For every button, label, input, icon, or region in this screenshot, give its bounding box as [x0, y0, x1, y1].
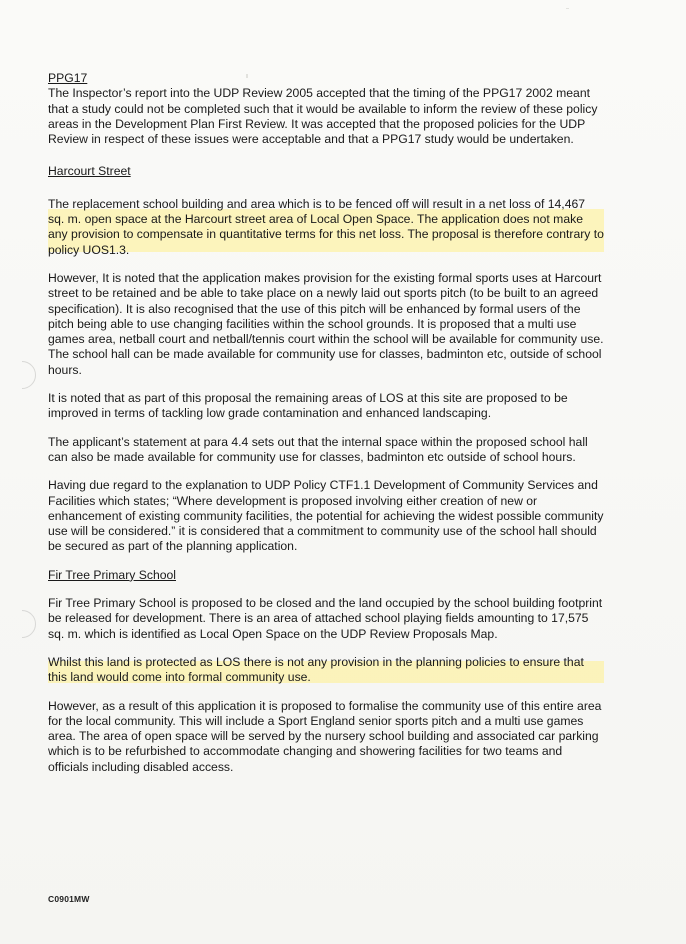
- paragraph-harcourt-applicant-statement: The applicant’s statement at para 4.4 sets out that the internal space within the proposed school hall can also be made available for community use for classes, badminton etc outside of school hours.: [48, 434, 588, 464]
- section-heading-ppg17: PPG17: [48, 71, 88, 85]
- paragraph-fir-tree-los-protection: Whilst this land is protected as LOS there is not any provision in the planning policies to ensure that this land would come into formal community use.: [48, 655, 604, 686]
- paragraph-harcourt-net-loss: The replacement school building and area which is to be fenced off will result in a net loss of 14,467 sq. m. open space at the Harcourt street area of Local Open Space. The application does not make any provision to compensate in quantitative terms for this net loss. The proposal is therefore contrary to policy UOS1.3.: [48, 196, 604, 257]
- section-heading-harcourt-street: Harcourt Street: [48, 164, 131, 179]
- punch-hole-mark: [8, 361, 36, 389]
- scan-speck: [566, 8, 569, 9]
- paragraph-harcourt-sports-provision: However, It is noted that the application makes provision for the existing formal sports uses at Harcourt street to be retained and be able to take place on a newly laid out sports pitch (to be built to an agreed specification). It is also recognised that the use of this pitch will be enhanced by formal users of the pitch being able to use changing facilities within the school grounds. It is proposed that a multi use games area, netball court and netball/tennis court within the school will be available for community use. The school hall can be made available for community use for classes, badminton etc, outside of school hours.: [48, 270, 604, 377]
- document-body: [48, 71, 604, 775]
- paragraph-harcourt-ctf-policy: Having due regard to the explanation to UDP Policy CTF1.1 Development of Community Services and Facilities which states; “Where development is proposed involving either creation of new or enhancement of existing community facilities, the potential for achieving the widest possible community use will be considered.” it is considered that a commitment to community use of the school hall should be secured as part of the planning application.: [48, 478, 604, 554]
- punch-hole-mark: [8, 610, 36, 638]
- paragraph-fir-tree-community-use: However, as a result of this application it is proposed to formalise the community use of this entire area for the local community. This will include a Sport England senior sports pitch and a multi use games area. The area of open space will be served by the nursery school building and associated car parking which is to be refurbished to accommodate changing and showering facilities for two teams and officials including disabled access.: [48, 698, 602, 774]
- paragraph-ppg17-inspector-report: The Inspector’s report into the UDP Review 2005 accepted that the timing of the PPG17 2002 meant that a study could not be completed such that it would be available to inform the review of these policy areas in the Development Plan First Review. It was accepted that the proposed policies for the UDP Review in respect of these issues were acceptable and that a PPG17 study would be undertaken.: [48, 86, 598, 147]
- section-heading-fir-tree-primary-school: Fir Tree Primary School: [48, 567, 176, 582]
- footer-document-code: C0901MW: [48, 894, 90, 904]
- paragraph-fir-tree-closure: Fir Tree Primary School is proposed to be closed and the land occupied by the school building footprint be released for development. There is an area of attached school playing fields amounting to 17,575 sq. m. which is identified as Local Open Space on the UDP Review Proposals Map.: [48, 596, 603, 641]
- paragraph-harcourt-los-improvement: It is noted that as part of this proposal the remaining areas of LOS at this site are proposed to be improved in terms of tackling low grade contamination and enhanced landscaping.: [48, 391, 568, 421]
